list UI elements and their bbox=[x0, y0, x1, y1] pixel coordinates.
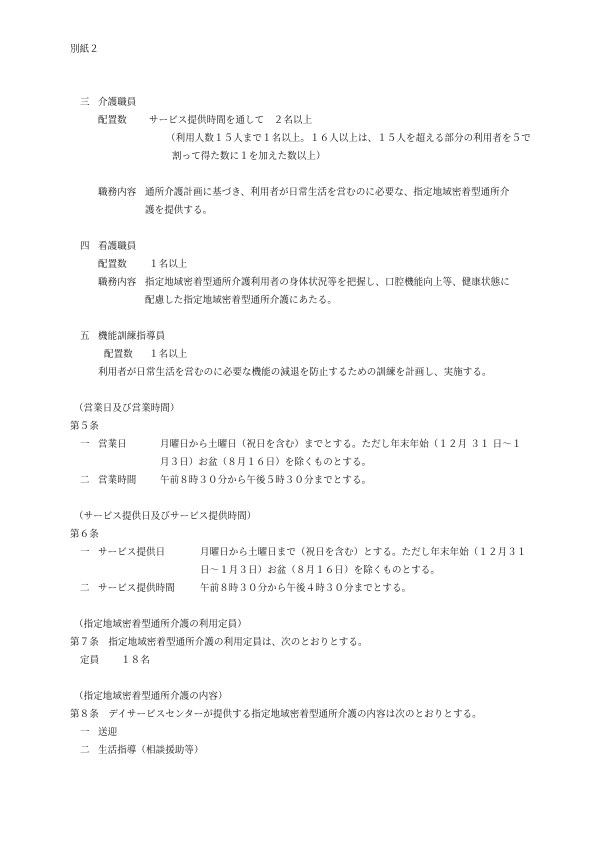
article-5-heading: （営業日及び営業時間） bbox=[74, 403, 180, 414]
section-4-number: 四 bbox=[80, 241, 90, 252]
section-4-staff-label: 配置数 bbox=[98, 259, 127, 270]
section-3-duty-line-1: 通所介護計画に基づき、利用者が日常生活を営むのに必要な、指定地域密着型通所介 bbox=[145, 187, 510, 198]
section-3-duty-line-2: 護を提供する。 bbox=[145, 205, 213, 216]
section-3-note-line-2: 割って得た数に１を加えた数以上） bbox=[172, 151, 326, 162]
article-7-capacity-label: 定員 bbox=[80, 655, 100, 666]
article-5-item-1-line-2: 月３日）お盆（８月１６日）を除くものとする。 bbox=[160, 457, 372, 468]
article-5-item-2-value: 午前８時３０分から午後５時３０分までとする。 bbox=[160, 475, 372, 486]
section-4-title: 看護職員 bbox=[98, 241, 137, 252]
section-3-staff-value: サービス提供時間を通して ２名以上 bbox=[149, 115, 313, 126]
section-5-title: 機能訓練指導員 bbox=[98, 331, 166, 342]
section-3-title: 介護職員 bbox=[98, 97, 137, 108]
article-5-item-2-number: 二 bbox=[80, 475, 90, 486]
article-8-body: 第８条 デイサービスセンターが提供する指定地域密着型通所介護の内容は次のとおりとする。 bbox=[70, 709, 482, 720]
section-4-duty-line-1: 指定地域密着型通所介護利用者の身体状況等を把握し、口腔機能向上等、健康状態に bbox=[145, 277, 510, 288]
section-3-number: 三 bbox=[80, 97, 90, 108]
section-4-duty-label: 職務内容 bbox=[98, 277, 137, 288]
article-8-item-2-number: 二 bbox=[80, 745, 90, 756]
section-5-number: 五 bbox=[80, 331, 90, 342]
article-6-heading: （サービス提供日及びサービス提供時間） bbox=[74, 511, 257, 522]
article-5-title: 第５条 bbox=[70, 421, 99, 432]
annex-label: 別紙２ bbox=[70, 44, 99, 55]
article-6-item-2-number: 二 bbox=[80, 583, 90, 594]
section-3-note-line-1: （利用人数１５人まで１名以上。１６人以上は、１５人を超える部分の利用者を５で bbox=[166, 133, 531, 144]
article-6-item-1-number: 一 bbox=[80, 547, 90, 558]
article-8-item-2-label: 生活指導（相談援助等） bbox=[98, 745, 204, 756]
article-5-item-2-label: 営業時間 bbox=[98, 475, 137, 486]
article-8-item-1-number: 一 bbox=[80, 727, 90, 738]
article-5-item-1-label: 営業日 bbox=[98, 439, 127, 450]
section-4-staff-value: １名以上 bbox=[149, 259, 188, 270]
article-8-heading: （指定地域密着型通所介護の内容） bbox=[74, 691, 228, 702]
article-6-item-1-line-1: 月曜日から土曜日まで（祝日を含む）とする。ただし年末年始（１２月３１ bbox=[200, 547, 527, 558]
section-3-duty-label: 職務内容 bbox=[98, 187, 137, 198]
section-5-duty-line-1: 利用者が日常生活を営むのに必要な機能の減退を防止するための訓練を計画し、実施する。 bbox=[98, 367, 492, 378]
article-5-item-1-line-1: 月曜日から土曜日（祝日を含む）までとする。ただし年末年始（１２月 ３１ 日～１ bbox=[160, 439, 522, 450]
article-8-item-1-label: 送迎 bbox=[98, 727, 118, 738]
article-7-heading: （指定地域密着型通所介護の利用定員） bbox=[74, 619, 247, 630]
section-4-duty-line-2: 配慮した指定地域密着型通所介護にあたる。 bbox=[145, 295, 338, 306]
section-5-staff-value: １名以上 bbox=[149, 349, 188, 360]
article-7-body: 第７条 指定地域密着型通所介護の利用定員は、次のとおりとする。 bbox=[70, 637, 368, 648]
article-6-title: 第６条 bbox=[70, 529, 99, 540]
article-5-item-1-number: 一 bbox=[80, 439, 90, 450]
section-3-staff-label: 配置数 bbox=[98, 115, 127, 126]
article-6-item-1-line-2: 日～１月３日）お盆（８月１６日）を除くものとする。 bbox=[200, 565, 441, 576]
section-5-staff-label: 配置数 bbox=[104, 349, 133, 360]
article-6-item-2-label: サービス提供時間 bbox=[98, 583, 175, 594]
article-6-item-1-label: サービス提供日 bbox=[98, 547, 166, 558]
article-7-capacity-value: １８名 bbox=[121, 655, 150, 666]
article-6-item-2-value: 午前８時３０分から午後４時３０分までとする。 bbox=[200, 583, 412, 594]
